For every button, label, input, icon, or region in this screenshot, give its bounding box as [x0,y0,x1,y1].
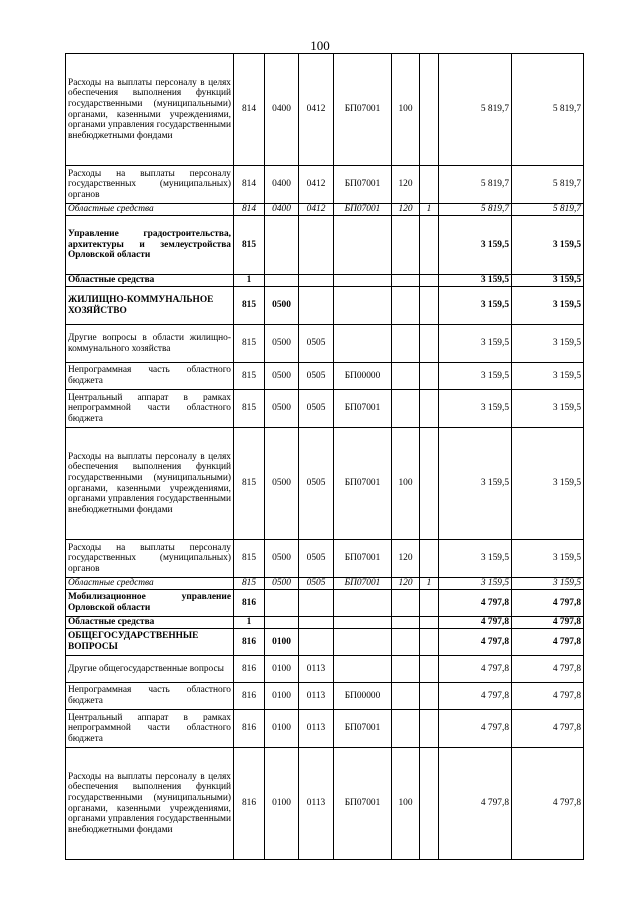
amount-1: 4 797,8 [439,710,512,748]
section-code: 0500 [265,390,299,428]
amount-2: 4 797,8 [512,590,584,617]
amount-2: 4 797,8 [512,683,584,710]
subsection-code: 0113 [299,710,334,748]
target-article: БП07001 [334,54,392,166]
target-article: БП00000 [334,363,392,390]
row-name: ОБЩЕГОСУДАРСТВЕННЫЕ ВОПРОСЫ [66,629,234,656]
department-code: 815 [234,578,265,590]
department-code: 1 [234,617,265,629]
table-row [66,590,584,617]
subsection-code [299,629,334,656]
row-name: Непрограммная часть областного бюджета [66,683,234,710]
subsection-code: 0505 [299,540,334,578]
funding-source [420,54,439,166]
target-article [334,216,392,275]
amount-2: 3 159,5 [512,363,584,390]
amount-2: 3 159,5 [512,216,584,275]
section-code: 0100 [265,629,299,656]
department-code: 815 [234,216,265,275]
subsection-code: 0505 [299,578,334,590]
target-article: БП07001 [334,578,392,590]
row-name: Расходы на выплаты персоналу государственных (муниципальных) органов [66,166,234,204]
department-code: 814 [234,204,265,216]
department-code: 816 [234,629,265,656]
table-row [66,578,584,590]
amount-1: 4 797,8 [439,748,512,860]
department-code: 815 [234,390,265,428]
funding-source [420,390,439,428]
table-row [66,629,584,656]
department-code: 816 [234,590,265,617]
funding-source [420,363,439,390]
expense-type [392,363,420,390]
section-code: 0500 [265,540,299,578]
department-code: 815 [234,428,265,540]
amount-1: 3 159,5 [439,287,512,325]
section-code: 0500 [265,428,299,540]
table-row [66,54,584,166]
table-row [66,710,584,748]
target-article [334,617,392,629]
expense-type: 120 [392,578,420,590]
section-code: 0400 [265,204,299,216]
subsection-code: 0113 [299,683,334,710]
amount-1: 4 797,8 [439,683,512,710]
expense-type [392,390,420,428]
amount-2: 5 819,7 [512,54,584,166]
subsection-code: 0412 [299,204,334,216]
funding-source: 1 [420,578,439,590]
target-article: БП07001 [334,748,392,860]
row-name: Областные средства [66,617,234,629]
table-row [66,617,584,629]
department-code: 816 [234,656,265,683]
funding-source [420,617,439,629]
section-code: 0100 [265,748,299,860]
funding-source: 1 [420,204,439,216]
expense-type: 100 [392,54,420,166]
amount-1: 4 797,8 [439,656,512,683]
expense-type [392,287,420,325]
row-name: Мобилизационное управление Орловской области [66,590,234,617]
table-row [66,216,584,275]
expense-type [392,590,420,617]
target-article: БП07001 [334,390,392,428]
amount-2: 3 159,5 [512,275,584,287]
subsection-code: 0505 [299,428,334,540]
row-name: Центральный аппарат в рамках непрограммной части областного бюджета [66,710,234,748]
department-code: 815 [234,325,265,363]
subsection-code [299,275,334,287]
amount-2: 5 819,7 [512,204,584,216]
target-article [334,325,392,363]
amount-2: 4 797,8 [512,710,584,748]
amount-1: 4 797,8 [439,617,512,629]
amount-1: 3 159,5 [439,216,512,275]
department-code: 814 [234,166,265,204]
section-code [265,216,299,275]
section-code: 0100 [265,683,299,710]
section-code: 0500 [265,578,299,590]
subsection-code [299,216,334,275]
target-article: БП07001 [334,204,392,216]
subsection-code [299,590,334,617]
table-row [66,428,584,540]
funding-source [420,656,439,683]
target-article: БП00000 [334,683,392,710]
funding-source [420,590,439,617]
department-code: 1 [234,275,265,287]
amount-1: 5 819,7 [439,204,512,216]
department-code: 816 [234,748,265,860]
expense-type [392,275,420,287]
expense-type: 120 [392,204,420,216]
expense-type: 100 [392,428,420,540]
department-code: 815 [234,363,265,390]
amount-2: 4 797,8 [512,617,584,629]
table-row [66,656,584,683]
amount-2: 4 797,8 [512,656,584,683]
expense-type: 100 [392,748,420,860]
table-row [66,540,584,578]
funding-source [420,710,439,748]
subsection-code: 0505 [299,390,334,428]
expense-type [392,683,420,710]
section-code: 0400 [265,54,299,166]
expense-type [392,656,420,683]
table-row [66,204,584,216]
funding-source [420,287,439,325]
row-name: Другие общегосударственные вопросы [66,656,234,683]
amount-1: 3 159,5 [439,325,512,363]
department-code: 816 [234,683,265,710]
target-article [334,287,392,325]
expense-type [392,325,420,363]
department-code: 814 [234,54,265,166]
expense-type [392,216,420,275]
amount-2: 5 819,7 [512,166,584,204]
subsection-code: 0412 [299,54,334,166]
table-row [66,166,584,204]
target-article: БП07001 [334,710,392,748]
amount-2: 4 797,8 [512,748,584,860]
expense-type [392,710,420,748]
row-name: Расходы на выплаты персоналу в целях обеспечения выполнения функций государственными (муниципальными) органами, казенными учреждениями, органами управления государственными внебюджетными фондами [66,748,234,860]
target-article [334,629,392,656]
amount-2: 3 159,5 [512,578,584,590]
row-name: Расходы на выплаты персоналу государственных (муниципальных) органов [66,540,234,578]
table-row [66,275,584,287]
department-code: 815 [234,287,265,325]
amount-1: 3 159,5 [439,363,512,390]
funding-source [420,325,439,363]
expense-type [392,629,420,656]
page-number: 100 [310,38,330,53]
row-name: Другие вопросы в области жилищно-коммунального хозяйства [66,325,234,363]
row-name: Непрограммная часть областного бюджета [66,363,234,390]
subsection-code [299,287,334,325]
subsection-code: 0113 [299,748,334,860]
section-code: 0100 [265,710,299,748]
funding-source [420,428,439,540]
funding-source [420,216,439,275]
amount-2: 3 159,5 [512,390,584,428]
row-name: Областные средства [66,275,234,287]
amount-1: 3 159,5 [439,390,512,428]
funding-source [420,275,439,287]
funding-source [420,166,439,204]
amount-1: 4 797,8 [439,590,512,617]
amount-2: 3 159,5 [512,540,584,578]
subsection-code: 0505 [299,363,334,390]
row-name: Расходы на выплаты персоналу в целях обеспечения выполнения функций государственными (муниципальными) органами, казенными учреждениями, органами управления государственными внебюджетными фондами [66,54,234,166]
amount-1: 5 819,7 [439,166,512,204]
amount-2: 3 159,5 [512,287,584,325]
section-code: 0100 [265,656,299,683]
funding-source [420,540,439,578]
section-code: 0500 [265,287,299,325]
subsection-code: 0412 [299,166,334,204]
funding-source [420,683,439,710]
funding-source [420,748,439,860]
section-code: 0500 [265,363,299,390]
row-name: ЖИЛИЩНО-КОММУНАЛЬНОЕ ХОЗЯЙСТВО [66,287,234,325]
table-row [66,683,584,710]
expense-type [392,617,420,629]
section-code: 0500 [265,325,299,363]
department-code: 816 [234,710,265,748]
subsection-code [299,617,334,629]
target-article: БП07001 [334,540,392,578]
amount-1: 3 159,5 [439,578,512,590]
amount-1: 3 159,5 [439,540,512,578]
row-name: Управление градостроительства, архитектуры и землеустройства Орловской области [66,216,234,275]
table-row [66,390,584,428]
section-code [265,617,299,629]
target-article [334,275,392,287]
table-row [66,363,584,390]
table-row [66,748,584,860]
amount-2: 4 797,8 [512,629,584,656]
row-name: Центральный аппарат в рамках непрограммной части областного бюджета [66,390,234,428]
amount-1: 3 159,5 [439,428,512,540]
row-name: Областные средства [66,578,234,590]
table-row [66,325,584,363]
section-code [265,590,299,617]
target-article: БП07001 [334,428,392,540]
amount-1: 5 819,7 [439,54,512,166]
subsection-code: 0505 [299,325,334,363]
amount-1: 3 159,5 [439,275,512,287]
target-article [334,656,392,683]
amount-2: 3 159,5 [512,325,584,363]
row-name: Расходы на выплаты персоналу в целях обеспечения выполнения функций государственными (муниципальными) органами, казенными учреждениями, органами управления государственными внебюджетными фондами [66,428,234,540]
amount-1: 4 797,8 [439,629,512,656]
funding-source [420,629,439,656]
expense-type: 120 [392,166,420,204]
budget-table [65,53,584,860]
amount-2: 3 159,5 [512,428,584,540]
subsection-code: 0113 [299,656,334,683]
table-row [66,287,584,325]
row-name: Областные средства [66,204,234,216]
expense-type: 120 [392,540,420,578]
section-code [265,275,299,287]
section-code: 0400 [265,166,299,204]
department-code: 815 [234,540,265,578]
target-article: БП07001 [334,166,392,204]
target-article [334,590,392,617]
